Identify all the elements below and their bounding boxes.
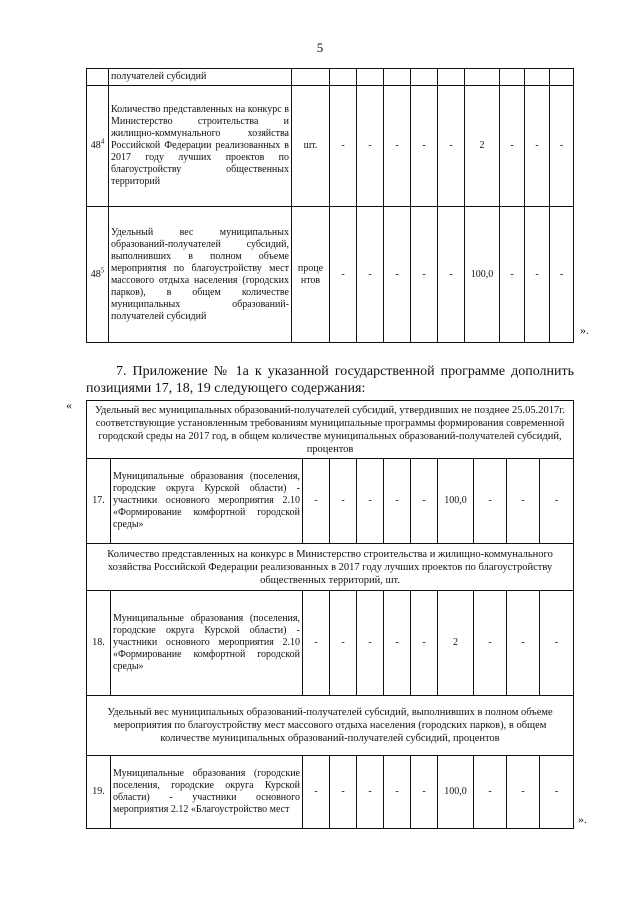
section-header-row bbox=[87, 696, 574, 756]
row-number: $48^5$ bbox=[87, 207, 109, 343]
value-cell: - bbox=[357, 86, 384, 207]
unit-cell: процентов bbox=[292, 207, 330, 343]
table-row bbox=[87, 459, 574, 544]
opening-quote: « bbox=[66, 398, 72, 412]
value-cell: - bbox=[500, 86, 525, 207]
value-cell: 2 bbox=[438, 591, 474, 696]
row-description: Муниципальные образования (городские поселения, городские округа Курской области) - участники основного мероприятия 2.12 «Благоустройство мест bbox=[111, 756, 303, 829]
value-cell: - bbox=[384, 86, 411, 207]
value-cell: - bbox=[411, 591, 438, 696]
table-row bbox=[87, 756, 574, 829]
row-number: $48^4$ bbox=[87, 86, 109, 207]
value-cell: - bbox=[500, 207, 525, 343]
value-cell: - bbox=[540, 591, 574, 696]
value-cell: - bbox=[330, 86, 357, 207]
value-cell: - bbox=[303, 591, 330, 696]
row-description: Муниципальные образования (поселения, городские округа Курской области) - участники основного мероприятия 2.10 «Формирование комфортной городской среды» bbox=[111, 459, 303, 544]
value-cell: - bbox=[540, 756, 574, 829]
value-cell: - bbox=[540, 459, 574, 544]
value-cell: - bbox=[507, 459, 540, 544]
amendment-paragraph: 7. Приложение № 1а к указанной государственной программе дополнить позициями 17, 18, 19 следующего содержания: bbox=[86, 364, 574, 396]
row-description: Муниципальные образования (поселения, городские округа Курской области) - участники основного мероприятия 2.10 «Формирование комфортной городской среды» bbox=[111, 591, 303, 696]
row-number: 18. bbox=[87, 591, 111, 696]
section-header-row bbox=[87, 544, 574, 591]
table-row bbox=[87, 591, 574, 696]
row-number: 19. bbox=[87, 756, 111, 829]
value-cell: - bbox=[474, 756, 507, 829]
value-cell: - bbox=[474, 591, 507, 696]
unit-cell: шт. bbox=[292, 86, 330, 207]
row-number: 17. bbox=[87, 459, 111, 544]
value-cell: - bbox=[330, 756, 357, 829]
value-cell: 100,0 bbox=[438, 756, 474, 829]
value-cell: 2 bbox=[465, 86, 500, 207]
table-row bbox=[87, 207, 574, 343]
table-row bbox=[87, 86, 574, 207]
value-cell: - bbox=[357, 756, 384, 829]
value-cell: - bbox=[330, 591, 357, 696]
row-description: Количество представленных на конкурс в Министерство строительства и жилищно-коммунального хозяйства Российской Федерации реализованных в 2017 году лучших проектов по благоустройству общественных территорий bbox=[109, 86, 292, 207]
value-cell: - bbox=[384, 756, 411, 829]
row-description: получателей субсидий bbox=[109, 69, 292, 86]
value-cell: - bbox=[330, 207, 357, 343]
value-cell: - bbox=[507, 756, 540, 829]
value-cell: - bbox=[550, 207, 574, 343]
value-cell: - bbox=[507, 591, 540, 696]
closing-quote: ». bbox=[580, 323, 589, 337]
value-cell: - bbox=[525, 207, 550, 343]
page-number: 5 bbox=[316, 40, 324, 55]
value-cell: - bbox=[357, 459, 384, 544]
value-cell: - bbox=[525, 86, 550, 207]
value-cell: - bbox=[474, 459, 507, 544]
value-cell: - bbox=[411, 459, 438, 544]
value-cell: - bbox=[384, 207, 411, 343]
indicators-table-2 bbox=[86, 400, 574, 829]
section-header: Количество представленных на конкурс в Министерство строительства и жилищно-коммунального хозяйства Российской Федерации реализованных в 2017 году лучших проектов по благоустройству общественных территорий, шт. bbox=[87, 544, 574, 591]
value-cell: - bbox=[411, 207, 438, 343]
value-cell: - bbox=[438, 207, 465, 343]
value-cell: - bbox=[303, 756, 330, 829]
value-cell: - bbox=[411, 86, 438, 207]
value-cell: - bbox=[357, 207, 384, 343]
closing-quote: ». bbox=[578, 812, 587, 826]
value-cell: - bbox=[357, 591, 384, 696]
section-header-row bbox=[87, 401, 574, 459]
value-cell: - bbox=[303, 459, 330, 544]
value-cell: 100,0 bbox=[465, 207, 500, 343]
indicators-table-1 bbox=[86, 68, 574, 343]
value-cell: - bbox=[384, 591, 411, 696]
value-cell: 100,0 bbox=[438, 459, 474, 544]
value-cell: - bbox=[550, 86, 574, 207]
value-cell: - bbox=[438, 86, 465, 207]
value-cell: - bbox=[411, 756, 438, 829]
section-header: Удельный вес муниципальных образований-получателей субсидий, выполнивших в полном объеме мероприятия по благоустройству мест массового отдыха населения (городских парков), в общем количестве муниципальных образований-получателей субсидий, процентов bbox=[87, 696, 574, 756]
table-row bbox=[87, 69, 574, 86]
row-description: Удельный вес муниципальных образований-получателей субсидий, выполнивших в полном объеме мероприятия по благоустройству мест массового отдыха населения (городских парков), в общем количестве муниципальных образований-получателей субсидий bbox=[109, 207, 292, 343]
section-header: Удельный вес муниципальных образований-получателей субсидий, утвердивших не позднее 25.05.2017г. соответствующие установленным требованиям муниципальные программы формирования современной городской среды на 2017 год, в общем количестве муниципальных образований-получателей субсидий, процентов bbox=[87, 401, 574, 459]
value-cell: - bbox=[384, 459, 411, 544]
value-cell: - bbox=[330, 459, 357, 544]
